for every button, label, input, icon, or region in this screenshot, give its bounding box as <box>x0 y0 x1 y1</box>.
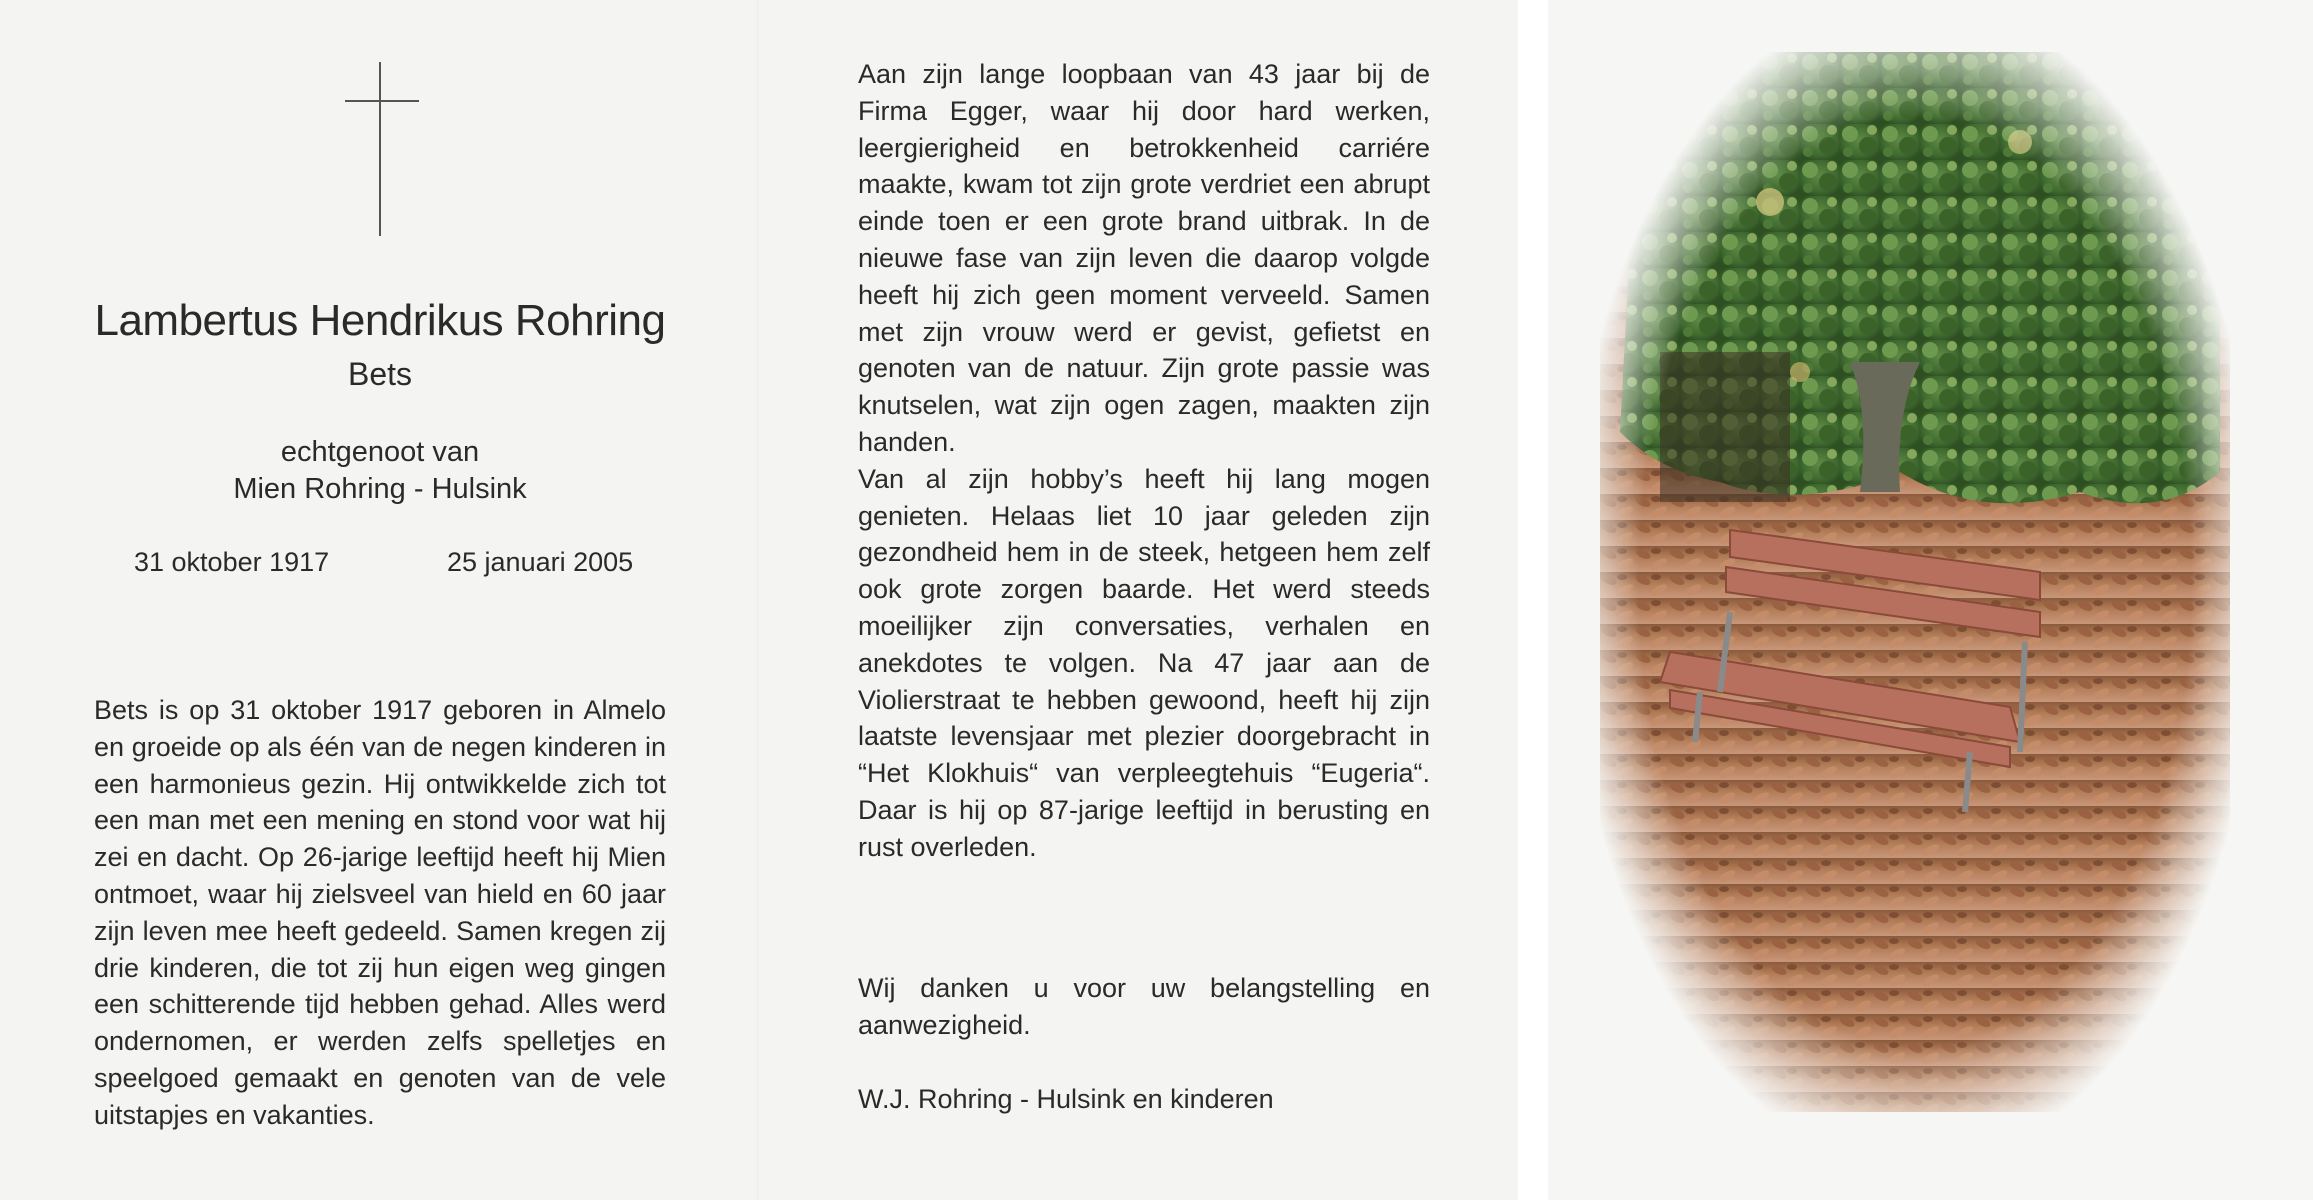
biography-paragraph-3: Van al zijn hobby’s heeft hij lang mogen genieten. Helaas liet 10 jaar geleden zijn gezondheid hem in de steek, hetgeen hem zelf ook grote zorgen baarde. Het werd steeds moeilijker zijn conversaties, verhalen en anekdotes te volgen. Na 47 jaar aan de Violierstraat te hebben gewoond, heeft hij zijn laatste levensjaar met plezier doorgebracht in “Het Klokhuis“ van verpleegtehuis “Eugeria“. Daar is hij op 87-jarige leeftijd in berusting en rust overleden. <box>858 463 1430 862</box>
birth-date: 31 oktober 1917 <box>134 547 330 577</box>
biography-right-column <box>858 56 1430 866</box>
signature-text: W.J. Rohring - Hulsink en kinderen <box>858 1084 1274 1114</box>
biography-paragraph-2: Aan zijn lange loopbaan van 43 jaar bij de Firma Egger, waar hij door hard werken, leergierigheid en betrokkenheid carriére maakte, kwam tot zijn grote verdriet een abrupt einde toen er een grote brand uitbrak. In de nieuwe fase van zijn leven die daarop volgde heeft hij zich geen moment verveeld. Samen met zijn vrouw werd er gevist, gefietst en genoten van de natuur. Zijn grote passie was knutselen, wat zijn ogen zagen, maakten zijn handen. <box>858 59 1430 457</box>
spouse-label: echtgenoot van <box>280 436 480 468</box>
death-date: 25 januari 2005 <box>447 547 634 577</box>
deceased-nickname: Bets <box>347 356 413 392</box>
fold-line <box>757 0 759 1200</box>
autumn-bench-photo <box>1600 52 2230 1112</box>
cross-icon <box>379 62 381 236</box>
cross-icon-bar <box>345 100 419 102</box>
spouse-name: Mien Rohring - Hulsink <box>233 473 527 505</box>
thanks-text: Wij danken u voor uw belangstelling en aanwezigheid. <box>858 973 1430 1040</box>
biography-paragraph-1: Bets is op 31 oktober 1917 geboren in Almelo en groeide op als één van de negen kinderen in een harmonieus gezin. Hij ontwikkelde zich tot een man met een mening en stond voor wat hij zei en dacht. Op 26-jarige leeftijd heeft hij Mien ontmoet, waar hij zielsveel van hield en 60 jaar zijn leven mee heeft gedeeld. Samen kregen zij drie kinderen, die tot zij hun eigen weg gingen een schitterende tijd hebben gehad. Alles werd ondernomen, er werden zelfs spelletjes en speelgoed gemaakt en genoten van de vele uitstapjes en vakanties. <box>94 695 666 1130</box>
deceased-name: Lambertus Hendrikus Rohring <box>94 296 666 345</box>
card-gap <box>1518 0 1548 1200</box>
